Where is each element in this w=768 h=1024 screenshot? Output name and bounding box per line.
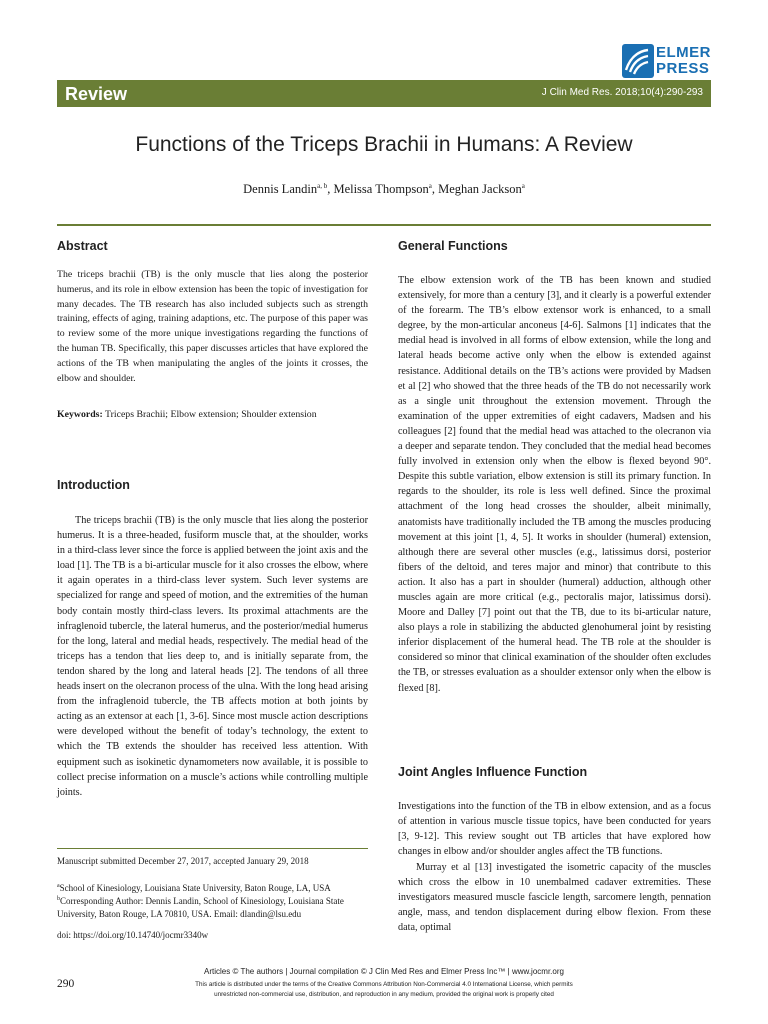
keywords-text: Triceps Brachii; Elbow extension; Shoulder extension [102,409,317,420]
affiliation-b [57,893,368,921]
publisher-line-1: ELMER [656,44,711,61]
footnote-divider [57,848,368,849]
keywords-label: Keywords: [57,409,103,420]
general-functions-heading: General Functions [398,239,508,253]
joint-angles-text-2: Murray et al [13] investigated the isometric capacity of the muscles which cross the elbow in 10 unembalmed cadaver extremities. These investigators measured muscle fascicle length, sarcomere length, pennation angle, mass, and tendon displacement during elbow flexion. From these data, optimal [398,862,711,934]
author-separator: , [327,182,334,197]
abstract-heading: Abstract [57,239,108,253]
elmer-press-logo-icon [622,44,654,78]
affiliation-marker: b [57,896,60,902]
publisher-line-2: PRESS [656,60,710,77]
author-name: Meghan Jackson [438,182,522,197]
affiliation-marker: a [57,883,60,889]
author-affiliation-marker: a [521,182,525,190]
joint-angles-heading: Joint Angles Influence Function [398,765,588,779]
doi-link[interactable]: doi: https://doi.org/10.14740/jocmr3340w [57,930,209,940]
joint-angles-text-1: Investigations into the function of the TB in elbow extension, and as a focus of attention in various muscle tissue topics, have been conducted for years [3, 9-12]. This review sought out TB articles that have explored how changes in elbow and/or shoulder angles affect the TB functions. [398,801,711,858]
author-affiliation-marker: a, b [317,182,328,190]
author-list [57,178,711,197]
journal-citation: J Clin Med Res. 2018;10(4):290-293 [541,87,703,98]
page-number: 290 [57,978,75,990]
general-functions-text: The elbow extension work of the TB has been known and studied extensively, for more than a century [3], and it clearly is a powerful extender of the forearm. The TB’s elbow extensor work is enhanced, to a small degree, by the mon-articular anconeus [4-6]. Salmons [1] indicates that the medial head is involved in all forms of elbow extension, while the long and lateral heads become active only when the elbow is extended against resistance. Additional details on the TB’s actions were provided by Madsen et al [2] who showed that the three heads of the TB do not necessarily work as a single unit throughout the extension movement. Through the examination of the upper extremities of eight cadavers, Madsen and his colleagues [2] found that the medial head was attached to the olecranon via a deeper and separate tendon. They concluded that the medial head becomes fully involved in extension only when the elbow is flexed beyond 90°. Despite this subtle variation, elbow extension is still its primary function. In regards to the shoulder, its role is less well defined. Since the proximal attachment of the long head crosses the shoulder, albeit minimally, anatomists have traditionally included the TB among the muscles producing movement at this joint [1, 4, 5]. It works in shoulder (humeral) extension, although there are several other muscles (e.g., latissimus dorsi, posterior fibers of the deltoid, and teres major and minor) that contribute to this action. It also has a part in shoulder (humeral) adduction, although other muscles again are more critical (e.g., pectoralis major, latissimus dorsi). Moore and Dalley [7] point out that the TB, due to its bi-articular nature, also plays a role in stabilizing the abducted glenohumeral joint by resisting inferior displacement of the humeral head. The TB role at the shoulder is considered so minor that clinical examination of the shoulder often excludes the TB, or stresses evaluation as a shoulder extensor only when the elbow is flexed [8]. [398,275,711,694]
manuscript-dates: Manuscript submitted December 27, 2017, accepted January 29, 2018 [57,856,309,866]
author-name: Dennis Landin [243,182,318,197]
introduction-text: The triceps brachii (TB) is the only muscle that lies along the posterior humerus. It is a three-headed, fusiform muscle that, at the shoulder, works in a third-class lever since the force is applied between the joint axis and the load [1]. The TB is a bi-articular muscle for it also crosses the elbow, where it again operates in a third-class lever system. Such lever systems are specialized for range and speed of motion, and the extremities of the human body contain mostly third-class levers. Its proximal attachments are the infraglenoid tubercle, the lateral humerus, and the posterior/medial humerus for the long, lateral and medial heads, respectively. The medial head of the triceps has a tendon that lies deep to, and is initially separate from, the tendon shared by the long and lateral heads [2]. The tendons of all three heads insert on the olecranon process of the ulna. With the long head arising from the infraglenoid tubercle, the TB affects motion at both joints by acting as an extensor at each [1, 3-6]. Since most muscle action descriptions were developed without the benefit of today’s technology, the extent to which the TB extends the shoulder has received less attention. With equipment such as isokinetic dynamometers now available, it is possible to collect precise information on a muscle’s actions while controlling multiple joints. [57,515,368,798]
affiliation-text: School of Kinesiology, Louisiana State University, Baton Rouge, LA, USA [59,883,331,893]
publisher-name [656,45,711,77]
introduction-heading: Introduction [57,478,130,492]
keywords [57,407,368,422]
footer-license-2: unrestricted non-commercial use, distribution, and reproduction in any medium, provided the original work is properly cited [214,991,554,998]
footer-copyright: Articles © The authors | Journal compilation © J Clin Med Res and Elmer Press Inc™ | www.jocmr.org [204,967,564,976]
affiliation-text: Corresponding Author: Dennis Landin, School of Kinesiology, Louisiana State University, Baton Rouge, LA 70810, USA. Email: dlandin@lsu.edu [57,896,344,919]
footer-license-1: This article is distributed under the terms of the Creative Commons Attribution Non-Commercial 4.0 International License, which permits [195,981,573,988]
article-title: Functions of the Triceps Brachii in Humans: A Review [135,133,633,156]
author-affiliation-marker: a [428,182,432,190]
section-label: Review [65,84,128,104]
abstract-text: The triceps brachii (TB) is the only muscle that lies along the posterior humerus, and its role in elbow extension has been the topic of investigation for many decades. The TB research has also included subjects such as strength training, effects of aging, training adaptions, etc. The purpose of this paper was to review some of the more unique investigations regarding the functions of the human TB. Specifically, this paper discusses articles that have explored the actions of the TB when manipulating the angles of the joints it crosses, the elbow and shoulder. [57,269,368,384]
author-separator: , [431,182,439,197]
title-divider [57,224,711,226]
section-banner [57,80,711,107]
publisher-logo [622,44,742,80]
author-name: Melissa Thompson [333,182,429,197]
